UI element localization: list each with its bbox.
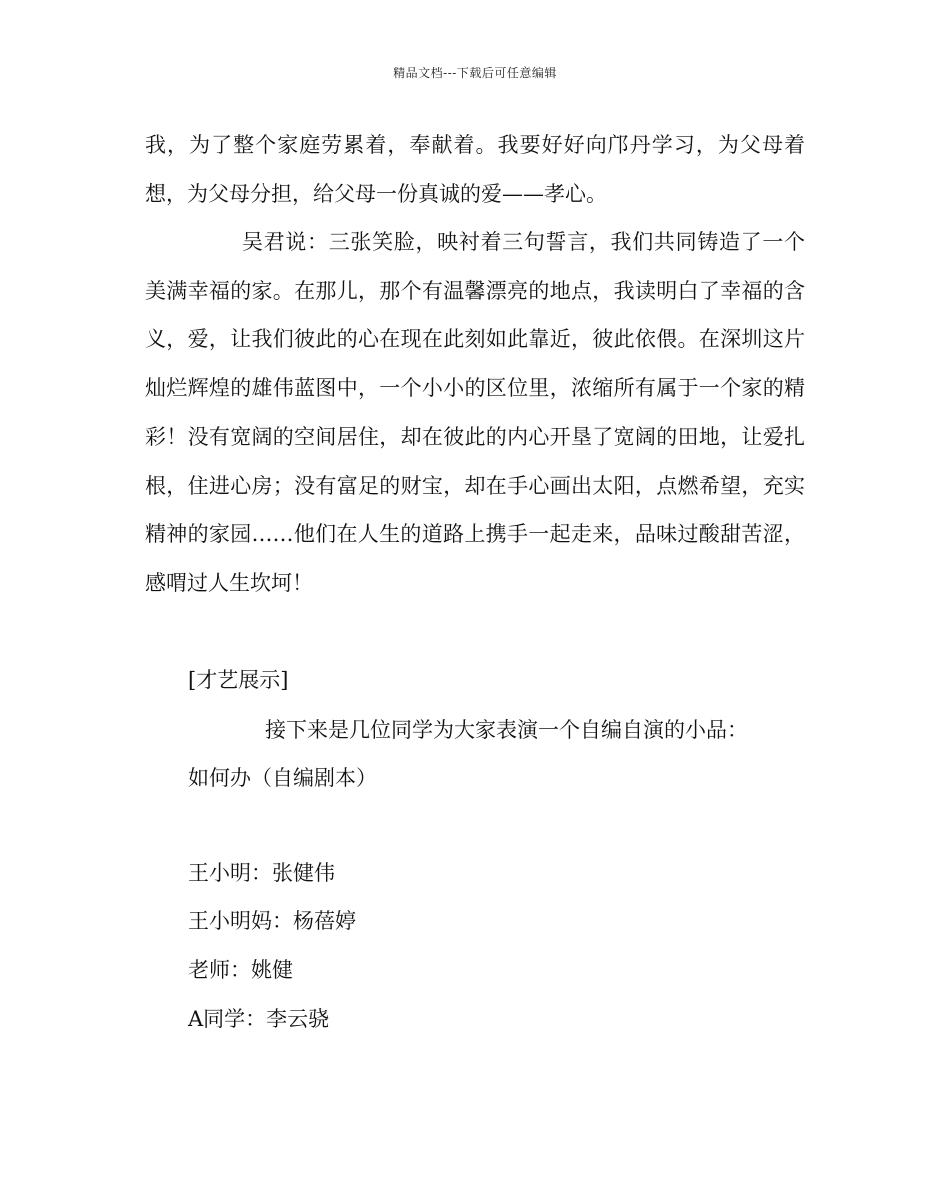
paragraph-1: 我，为了整个家庭劳累着，奉献着。我要好好向邝丹学习，为父母着想，为父母分担，给父母一份真诚的爱——孝心。	[145, 133, 805, 206]
paragraph-2: 吴君说：三张笑脸，映衬着三句誓言，我们共同铸造了一个美满幸福的家。在那儿，那个有温馨漂亮的地点，我读明白了幸福的含义，爱，让我们彼此的心在现在此刻如此靠近，彼此依偎。在深圳这片灿烂辉煌的雄伟蓝图中，一个小小的区位里，浓缩所有属于一个家的精彩！没有宽阔的空间居住，却在彼此的内心开垦了宽阔的田地，让爱扎根，住进心房；没有富足的财宝，却在手心画出太阳，点燃希望，充实精神的家园……他们在人生的道路上携手一起走来，品味过酸甜苦涩，感喟过人生坎坷！	[145, 230, 805, 595]
skit-title: 如何办（自编剧本）	[188, 766, 377, 790]
role-line: A同学：李云骁	[188, 1007, 330, 1031]
role-line: 王小明妈：杨蓓婷	[188, 909, 356, 933]
section-heading: [才艺展示]	[188, 668, 289, 692]
role-line: 老师：姚健	[188, 958, 293, 982]
role-line: 王小明：张健伟	[188, 861, 335, 885]
page-header: 精品文档---下载后可任意编辑	[393, 66, 557, 80]
intro-line: 接下来是几位同学为大家表演一个自编自演的小品：	[265, 718, 748, 742]
